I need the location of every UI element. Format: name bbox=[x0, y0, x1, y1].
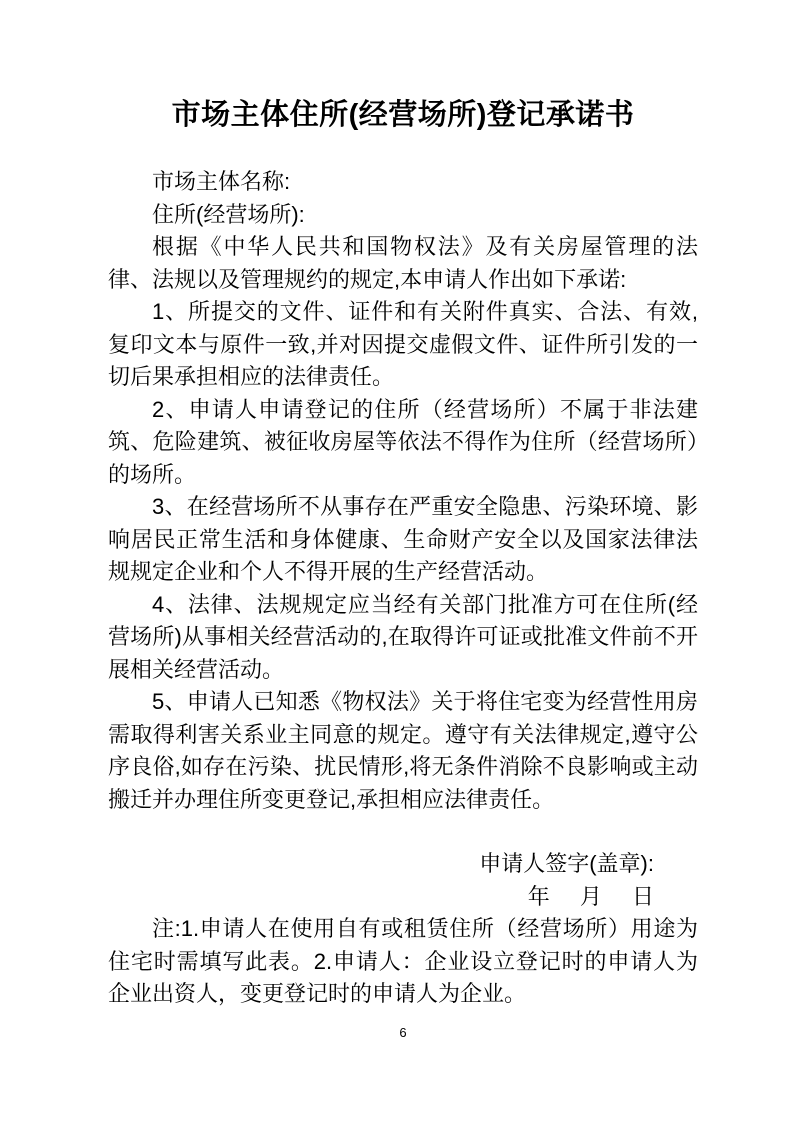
signature-label: 申请人签字(盖章): bbox=[479, 851, 654, 876]
field-residence: 住所(经营场所): bbox=[152, 201, 305, 227]
page-number: 6 bbox=[399, 1024, 407, 1040]
signature-block bbox=[108, 848, 698, 913]
commitment-item-2: 2、申请人申请登记的住所（经营场所）不属于非法建筑、危险建筑、被征收房屋等依法不得作为住所（经营场所）的场所。 bbox=[108, 396, 698, 487]
date-line: 年 月 日 bbox=[527, 883, 654, 909]
commitment-item-5: 5、申请人已知悉《物权法》关于将住宅变为经营性用房需取得利害关系业主同意的规定。遵守有关法律规定,遵守公序良俗,如存在污染、扰民情形,将无条件消除不良影响或主动搬迁并办理住所变更登记,承担相应法律责任。 bbox=[108, 689, 698, 812]
document-title: 市场主体住所(经营场所)登记承诺书 bbox=[171, 99, 635, 131]
commitment-item-3: 3、在经营场所不从事存在严重安全隐患、污染环境、影响居民正常生活和身体健康、生命财产安全以及国家法律法规规定企业和个人不得开展的生产经营活动。 bbox=[108, 494, 698, 584]
document-body bbox=[108, 166, 698, 1011]
commitment-item-4: 4、法律、法规规定应当经有关部门批准方可在住所(经营场所)从事相关经营活动的,在取得许可证或批准文件前不开展相关经营活动。 bbox=[108, 591, 698, 682]
note-paragraph: 注:1.申请人在使用自有或租赁住所（经营场所）用途为住宅时需填写此表。2.申请人：企业设立登记时的申请人为企业出资人，变更登记时的申请人为企业。 bbox=[108, 916, 698, 1006]
intro-paragraph: 根据《中华人民共和国物权法》及有关房屋管理的法律、法规以及管理规约的规定,本申请人作出如下承诺: bbox=[108, 234, 698, 292]
field-market-entity-name: 市场主体名称: bbox=[152, 169, 291, 194]
commitment-item-1: 1、所提交的文件、证件和有关附件真实、合法、有效,复印文本与原件一致,并对因提交虚假文件、证件所引发的一切后果承担相应的法律责任。 bbox=[108, 299, 698, 389]
